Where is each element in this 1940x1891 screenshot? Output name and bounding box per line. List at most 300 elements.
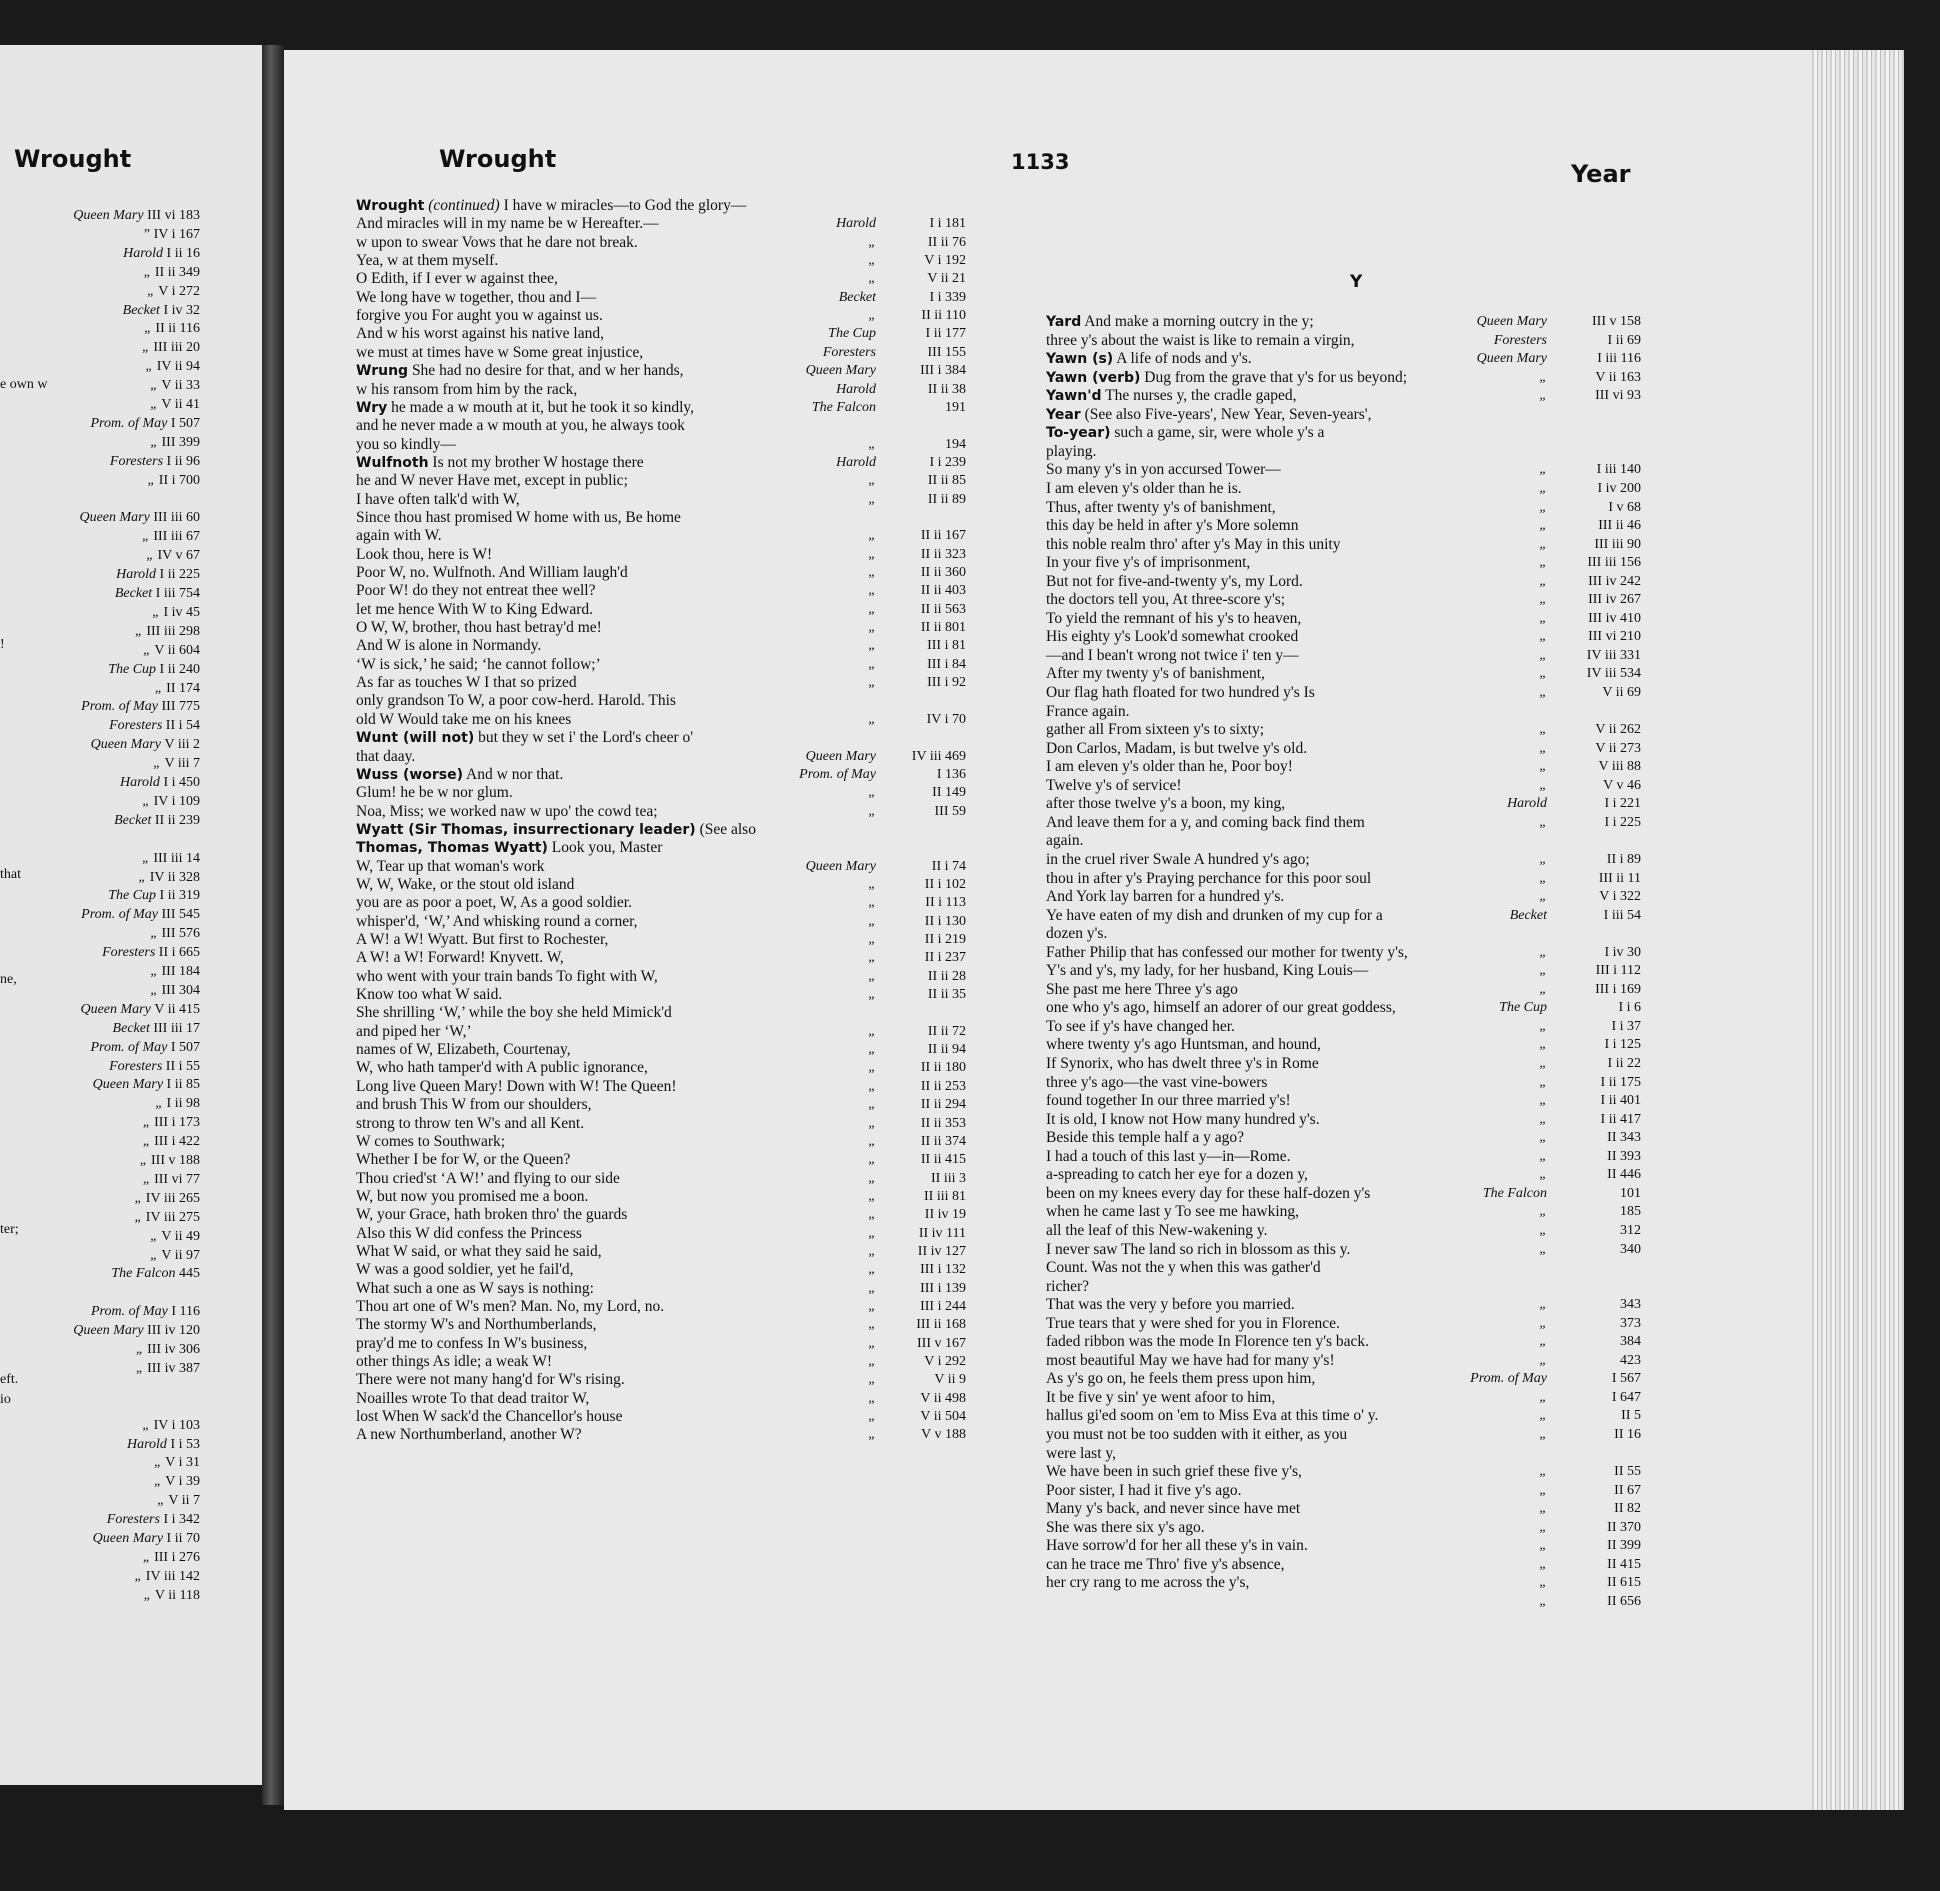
left-ref-source: „ — [135, 1342, 148, 1357]
quotation-text: France again. — [1046, 702, 1130, 720]
quotation-text: Poor sister, I had it five y's ago. — [1046, 1481, 1242, 1499]
act-scene-line-ref: II ii 76 — [927, 234, 966, 250]
left-ref-number: II i 665 — [158, 945, 200, 961]
left-ref-line — [0, 773, 200, 792]
work-title: „ — [868, 1060, 876, 1076]
left-ref-source: Queen Mary — [79, 510, 154, 526]
quotation-text: It is old, I know not How many hundred y's. — [1046, 1110, 1320, 1128]
left-ref-line — [0, 319, 200, 338]
act-scene-line-ref: II 446 — [1607, 1167, 1641, 1183]
quotation-text: W, Tear up that woman's work — [356, 857, 545, 875]
work-title: „ — [1539, 1408, 1547, 1424]
work-title: „ — [868, 1372, 876, 1388]
quotation-text: when he came last y To see me hawking, — [1046, 1203, 1300, 1221]
left-ref-line — [0, 868, 200, 887]
left-ref-number: III iii 298 — [146, 623, 200, 639]
left-ref-line — [0, 1189, 200, 1208]
left-ref-line — [0, 622, 200, 641]
left-ref-number: IV iii 142 — [145, 1568, 200, 1584]
left-ref-source: „ — [143, 264, 155, 280]
left-ref-number: I iv 45 — [163, 604, 200, 620]
work-title: „ — [1539, 1389, 1547, 1405]
act-scene-line-ref: II i 113 — [925, 895, 966, 911]
quotation-text: can he trace me Thro' five y's absence, — [1046, 1555, 1285, 1573]
quotation-text: O W, W, brother, thou hast betray'd me! — [356, 619, 602, 637]
quotation-text: O Edith, if I ever w against thee, — [356, 270, 558, 288]
headword: Wyatt (Sir Thomas, insurrectionary leader) — [356, 821, 696, 838]
left-ref-line — [0, 849, 200, 868]
quotation-text: A new Northumberland, another W? — [356, 1426, 582, 1444]
work-title: Harold — [836, 454, 876, 470]
act-scene-line-ref: II iv 127 — [917, 1243, 966, 1259]
act-scene-line-ref: III v 158 — [1592, 314, 1641, 329]
entry-line — [356, 838, 916, 857]
work-title: „ — [868, 876, 876, 892]
left-ref-line — [0, 244, 200, 263]
work-title: „ — [1539, 518, 1547, 534]
book-spine — [262, 45, 284, 1805]
work-title: Queen Mary — [805, 363, 876, 379]
left-ref-line — [0, 1567, 200, 1586]
quotation-text: strong to throw ten W's and all Kent. — [356, 1114, 585, 1132]
left-ref-source: „ — [150, 964, 162, 979]
left-ref-source: Becket — [112, 1020, 154, 1036]
work-title: „ — [1539, 1074, 1547, 1090]
work-title: „ — [868, 932, 876, 947]
left-ref-number: II i 55 — [165, 1058, 200, 1074]
work-title: „ — [1539, 870, 1547, 886]
headword: Yawn (s) — [1046, 351, 1114, 368]
act-scene-line-ref: I i 6 — [1618, 1000, 1641, 1016]
left-ref-source: Foresters — [109, 453, 167, 469]
left-ref-number: III iv 387 — [147, 1360, 200, 1376]
quotation-text: The nurses y, the cradle gaped, — [1101, 387, 1297, 405]
left-ref-source: „ — [143, 642, 155, 658]
work-title: „ — [1539, 1593, 1547, 1609]
act-scene-line-ref: III iv 242 — [1588, 573, 1641, 589]
left-ref-line — [0, 1075, 200, 1094]
left-ref-source: Foresters — [102, 945, 159, 961]
quotation-text: And miracles will in my name be w Hereafter.— — [356, 215, 659, 233]
act-scene-line-ref: I i 125 — [1604, 1037, 1641, 1053]
quotation-text: you are as poor a poet, W, As a good soldier. — [356, 894, 632, 912]
left-ref-line — [0, 1038, 200, 1057]
quotation-text: A W! a W! Forward! Knyvett. W, — [356, 949, 564, 967]
quotation-text: W, but now you promised me a boon. — [356, 1187, 589, 1205]
left-ref-number: V ii 415 — [154, 1001, 200, 1017]
work-title: „ — [868, 1170, 876, 1186]
left-ref-source: „ — [142, 1171, 155, 1187]
work-title: „ — [1539, 1519, 1547, 1535]
left-ref-number: I ii 70 — [166, 1531, 200, 1546]
section-letter: Y — [1350, 272, 1363, 292]
quotation-text: Know too what W said. — [356, 986, 503, 1004]
left-ref-line — [0, 282, 200, 301]
left-ref-number: III 576 — [161, 926, 200, 942]
left-ref-number: IV ii 328 — [149, 869, 200, 885]
headword: Year — [1046, 406, 1081, 423]
left-ref-number: III i 422 — [154, 1134, 200, 1150]
act-scene-line-ref: I iv 30 — [1604, 944, 1641, 960]
headword: Yawn (verb) — [1046, 369, 1141, 386]
left-ref-source: „ — [154, 680, 167, 696]
quotation-text: Noa, Miss; we worked naw w upo' the cowd tea; — [356, 802, 658, 820]
left-ref-source: „ — [142, 340, 154, 356]
left-ref-source: „ — [142, 1417, 154, 1433]
left-ref-line — [0, 1340, 200, 1359]
left-ref-line — [0, 1132, 200, 1151]
work-title: „ — [1539, 963, 1547, 979]
left-ref-number: V i 39 — [165, 1474, 200, 1490]
left-ref-number: IV v 67 — [157, 548, 200, 564]
quotation-text: —and I bean't wrong not twice i' ten y— — [1046, 646, 1299, 664]
quotation-text: but they w set i' the Lord's cheer o' — [474, 729, 694, 747]
left-ref-source: „ — [138, 869, 150, 885]
act-scene-line-ref: II ii 180 — [920, 1060, 966, 1076]
left-ref-source: „ — [139, 1153, 151, 1168]
left-ref-source: „ — [147, 472, 159, 488]
left-ref-number: I ii 319 — [159, 888, 200, 904]
work-title: „ — [1539, 1501, 1547, 1517]
act-scene-line-ref: V v 46 — [1603, 777, 1641, 793]
work-title: Queen Mary — [805, 748, 876, 764]
work-title: „ — [868, 1317, 876, 1333]
left-ref-source: Queen Mary — [92, 1531, 167, 1546]
quotation-text: where twenty y's ago Huntsman, and hound, — [1046, 1036, 1321, 1054]
left-ref-line — [0, 1208, 200, 1227]
work-title: „ — [1539, 536, 1547, 552]
left-ref-line — [0, 527, 200, 546]
left-ref-number: III v 188 — [151, 1153, 200, 1168]
left-ref-number: I 507 — [170, 1039, 200, 1055]
act-scene-line-ref: V i 292 — [924, 1354, 966, 1370]
work-title: The Falcon — [811, 399, 876, 415]
quotation-text: that daay. — [356, 747, 416, 765]
quotation-text: And W is alone in Normandy. — [356, 637, 542, 655]
act-scene-line-ref: III i 139 — [920, 1280, 966, 1296]
left-ref-source: „ — [146, 548, 158, 564]
act-scene-line-ref: I ii 22 — [1607, 1056, 1641, 1071]
work-title: Harold — [836, 381, 876, 397]
work-title: „ — [1539, 629, 1547, 645]
quotation-text: True tears that y were shed for you in Florence. — [1046, 1314, 1340, 1332]
work-title: „ — [868, 1097, 876, 1113]
work-title: „ — [868, 473, 876, 489]
act-scene-line-ref: V ii 69 — [1602, 685, 1641, 700]
left-ref-line — [0, 1359, 200, 1378]
act-scene-line-ref: 194 — [945, 436, 966, 452]
work-title: „ — [868, 656, 876, 672]
act-scene-line-ref: V ii 498 — [920, 1390, 966, 1406]
entry-line — [356, 691, 916, 710]
act-scene-line-ref: III ii 46 — [1598, 518, 1641, 534]
quotation-text: who went with your train bands To fight with W, — [356, 967, 658, 985]
work-title: „ — [1539, 1222, 1547, 1238]
left-ref-source: The Cup — [108, 661, 160, 677]
left-ref-line — [0, 1057, 200, 1076]
act-scene-line-ref: V ii 262 — [1595, 722, 1641, 738]
left-ref-source: „ — [153, 756, 165, 772]
quotation-text: She was there six y's ago. — [1046, 1518, 1205, 1536]
act-scene-line-ref: II 67 — [1614, 1482, 1641, 1498]
act-scene-line-ref: II iii 81 — [924, 1188, 966, 1204]
quotation-text: To see if y's have changed her. — [1046, 1017, 1235, 1035]
work-title: „ — [868, 1335, 876, 1351]
entry-line — [1046, 924, 1626, 943]
left-ref-source: „ — [142, 1549, 155, 1565]
quotation-text: W, your Grace, hath broken thro' the guards — [356, 1206, 628, 1224]
left-ref-source: Prom. of May — [81, 699, 162, 715]
quotation-text: The stormy W's and Northumberlands, — [356, 1316, 597, 1334]
work-title: „ — [868, 711, 876, 727]
left-ref-source: „ — [150, 434, 162, 450]
act-scene-line-ref: I ii 417 — [1600, 1111, 1641, 1127]
act-scene-line-ref: II 55 — [1614, 1464, 1641, 1480]
entry-line — [356, 416, 916, 435]
left-ref-number: III iii 20 — [153, 340, 200, 356]
quotation-text: faded ribbon was the mode In Florence ten y's back. — [1046, 1333, 1370, 1351]
left-text-fragment: ter; — [0, 1222, 19, 1237]
left-ref-source: Harold — [127, 1436, 171, 1452]
quotation-text: In your five y's of imprisonment, — [1046, 554, 1251, 572]
left-ref-source: Queen Mary — [90, 737, 165, 753]
quotation-text: Dug from the grave that y's for us beyond; — [1140, 368, 1408, 386]
header-left-word: Wrought — [439, 145, 557, 173]
work-title: „ — [868, 1133, 876, 1149]
left-ref-line — [0, 263, 200, 282]
work-title: The Falcon — [1482, 1185, 1547, 1201]
work-title: „ — [1539, 981, 1547, 997]
act-scene-line-ref: III iii 156 — [1587, 555, 1641, 571]
entry-line — [356, 508, 916, 527]
act-scene-line-ref: I i 225 — [1604, 814, 1641, 830]
concordance-page — [284, 50, 1904, 1810]
quotation-text: As y's go on, he feels them press upon him, — [1046, 1370, 1316, 1388]
quotation-text: Whether I be for W, or the Queen? — [356, 1151, 571, 1169]
quotation-text: you must not be too sudden with it either, as you — [1046, 1426, 1348, 1443]
headword: Yard — [1046, 314, 1082, 330]
left-ref-source: „ — [134, 1190, 146, 1206]
work-title: Queen Mary — [1476, 351, 1547, 367]
left-ref-number: V ii 118 — [154, 1587, 200, 1603]
quotation-text: he and W never Have met, except in public; — [356, 472, 628, 490]
entry-line — [1046, 405, 1626, 424]
quotation-text: And w nor that. — [463, 765, 564, 783]
work-title: „ — [868, 491, 876, 507]
quotation-text: we must at times have w Some great injustice, — [356, 343, 644, 361]
act-scene-line-ref: III i 169 — [1595, 981, 1641, 997]
quotation-text: and he never made a w mouth at you, he always took — [356, 417, 685, 435]
quotation-text: Father Philip that has confessed our mother for twenty y's, — [1046, 943, 1408, 961]
left-ref-number: I ii 225 — [159, 567, 200, 583]
left-ref-number: III i 173 — [154, 1115, 200, 1131]
left-ref-line — [0, 811, 200, 830]
page-edge — [1812, 50, 1904, 1810]
act-scene-line-ref: II 656 — [1607, 1593, 1641, 1609]
act-scene-line-ref: II ii 38 — [927, 381, 966, 397]
left-ref-number: IV i 109 — [153, 793, 200, 809]
left-ref-number: III iv 120 — [147, 1323, 200, 1339]
work-title: Queen Mary — [805, 858, 876, 874]
quotation-text: A W! a W! Wyatt. But first to Rochester, — [356, 931, 609, 948]
act-scene-line-ref: IV iii 331 — [1586, 647, 1641, 663]
headword: Wrung — [356, 363, 409, 380]
quotation-text: other things As idle; a weak W! — [356, 1353, 553, 1371]
act-scene-line-ref: II 370 — [1607, 1519, 1641, 1535]
quotation-text: That was the very y before you married. — [1046, 1296, 1295, 1314]
quotation-text: Have sorrow'd for her all these y's in vain. — [1046, 1537, 1308, 1555]
left-ref-number: III 184 — [161, 964, 200, 979]
act-scene-line-ref: I ii 69 — [1607, 332, 1641, 348]
left-ref-source: „ — [155, 1096, 167, 1112]
work-title: „ — [1539, 759, 1547, 775]
left-ref-number: V ii 604 — [154, 642, 200, 658]
work-title: „ — [1539, 1334, 1547, 1350]
work-title: Queen Mary — [1476, 314, 1547, 329]
act-scene-line-ref: II ii 28 — [927, 968, 966, 984]
left-page-fragment — [0, 45, 264, 1785]
act-scene-line-ref: III iii 90 — [1594, 536, 1641, 552]
quotation-text: We long have w together, thou and I— — [356, 288, 597, 306]
quotation-text: A life of nods and y's. — [1113, 350, 1252, 368]
work-title: „ — [1539, 1018, 1547, 1034]
left-ref-number: IV ii 94 — [156, 359, 200, 375]
left-ref-line — [0, 414, 200, 433]
left-ref-line — [0, 1000, 200, 1019]
quotation-text: were last y, — [1046, 1444, 1117, 1462]
act-scene-line-ref: II i 74 — [931, 858, 966, 874]
work-title: „ — [1539, 1352, 1547, 1368]
left-ref-line — [0, 792, 200, 811]
quotation-text: again. — [1046, 832, 1084, 850]
act-scene-line-ref: V ii 273 — [1595, 740, 1641, 756]
act-scene-line-ref: V ii 163 — [1595, 369, 1641, 385]
work-title: Foresters — [1493, 332, 1547, 348]
act-scene-line-ref: V ii 9 — [934, 1372, 966, 1388]
work-title: „ — [1539, 1056, 1547, 1071]
left-ref-line — [0, 1151, 200, 1170]
act-scene-line-ref: III ii 11 — [1598, 870, 1641, 886]
work-title: „ — [868, 1078, 876, 1094]
left-ref-number: IV iii 275 — [145, 1209, 200, 1225]
act-scene-line-ref: II i 219 — [924, 932, 966, 947]
left-text-fragment: ! — [0, 637, 5, 652]
left-ref-source: „ — [143, 1587, 155, 1603]
work-title: „ — [1539, 555, 1547, 571]
quotation-text: To yield the remnant of his y's to heaven, — [1046, 609, 1302, 627]
entry-line — [356, 1003, 916, 1022]
act-scene-line-ref: II ii 253 — [920, 1078, 966, 1094]
work-title: „ — [1539, 1427, 1547, 1442]
quotation-text: Don Carlos, Madam, is but twelve y's old. — [1046, 739, 1308, 757]
act-scene-line-ref: II 399 — [1607, 1538, 1641, 1554]
act-scene-line-ref: III i 384 — [920, 363, 966, 379]
left-ref-number: II ii 349 — [154, 264, 200, 280]
quotation-text: this noble realm thro' after y's May in this unity — [1046, 535, 1341, 553]
quotation-text: Yea, w at them myself. — [356, 252, 499, 270]
left-text-fragment: ne, — [0, 972, 17, 987]
quotation-text: Look you, Master — [547, 839, 663, 857]
work-title: „ — [868, 895, 876, 911]
left-ref-source: Prom. of May — [90, 1039, 171, 1055]
left-ref-line — [0, 962, 200, 981]
act-scene-line-ref: I 567 — [1611, 1371, 1641, 1387]
left-ref-number: III iii 14 — [153, 850, 200, 866]
quotation-text: Is not my brother W hostage there — [428, 453, 644, 471]
act-scene-line-ref: 101 — [1620, 1185, 1641, 1201]
entry-line — [1046, 423, 1626, 442]
left-ref-number: IV iii 265 — [145, 1190, 200, 1206]
quotation-text: such a game, sir, were whole y's a — [1110, 424, 1325, 442]
act-scene-line-ref: II ii 801 — [920, 620, 966, 636]
quotation-text: We have been in such grief these five y's, — [1046, 1463, 1302, 1481]
left-ref-source: „ — [142, 850, 154, 866]
work-title: „ — [868, 1188, 876, 1204]
act-scene-line-ref: 384 — [1620, 1334, 1641, 1350]
quotation-text: But not for five-and-twenty y's, my Lord. — [1046, 572, 1303, 590]
left-ref-line — [0, 565, 200, 584]
left-ref-number: II 174 — [166, 680, 200, 696]
quotation-text: And leave them for a y, and coming back find them — [1046, 813, 1365, 831]
entry-line — [356, 196, 916, 215]
act-scene-line-ref: III ii 168 — [916, 1317, 966, 1333]
work-title: „ — [868, 308, 876, 324]
left-ref-number: I ii 16 — [166, 245, 200, 261]
act-scene-line-ref: I ii 175 — [1600, 1074, 1641, 1090]
quotation-text: this day be held in after y's More solemn — [1046, 517, 1299, 535]
left-ref-source: Becket — [114, 812, 155, 828]
act-scene-line-ref: IV iii 469 — [911, 748, 966, 764]
work-title: „ — [1539, 480, 1547, 496]
quotation-text: She past me here Three y's ago — [1046, 980, 1238, 998]
act-scene-line-ref: II ii 85 — [927, 473, 966, 489]
left-ref-source: Prom. of May — [90, 1304, 172, 1320]
left-ref-line — [0, 1264, 200, 1283]
quotation-text: he made a w mouth at it, but he took it so kindly, — [387, 398, 695, 416]
work-title: Becket — [838, 289, 876, 305]
quotation-text: let me hence With W to King Edward. — [356, 600, 593, 618]
work-title: „ — [1539, 388, 1547, 404]
left-ref-source: „ — [153, 1474, 166, 1490]
work-title: „ — [868, 1225, 876, 1241]
quotation-text: And make a morning outcry in the y; — [1081, 313, 1314, 330]
left-ref-line — [0, 905, 200, 924]
quotation-text: forgive you For aught you w against us. — [356, 307, 603, 325]
work-title: „ — [1539, 722, 1547, 738]
headword: Thomas, Thomas Wyatt) — [356, 840, 548, 857]
left-ref-number: III vi 183 — [147, 208, 200, 223]
act-scene-line-ref: III iv 267 — [1588, 592, 1641, 608]
left-ref-number: IV i 167 — [153, 226, 200, 242]
left-ref-number: III 545 — [161, 907, 200, 923]
left-ref-line — [0, 338, 200, 357]
quotation-text: I have w miracles—to God the glory— — [499, 197, 747, 214]
left-ref-line — [0, 1548, 200, 1567]
quotation-text: W, W, Wake, or the stout old island — [356, 875, 575, 893]
left-ref-line — [0, 1472, 200, 1491]
quotation-text: w upon to swear Vows that he dare not break. — [356, 233, 638, 251]
left-ref-source: „ — [142, 1115, 155, 1131]
quotation-text: I have often talk'd with W, — [356, 490, 520, 508]
left-ref-number: I i 53 — [170, 1436, 200, 1452]
left-ref-source: „ — [150, 397, 162, 412]
work-title: The Cup — [828, 326, 876, 342]
left-ref-line — [0, 886, 200, 905]
act-scene-line-ref: I ii 177 — [925, 326, 966, 342]
left-ref-source: Prom. of May — [90, 415, 171, 431]
work-title: „ — [868, 675, 876, 691]
entry-line — [1046, 831, 1626, 850]
